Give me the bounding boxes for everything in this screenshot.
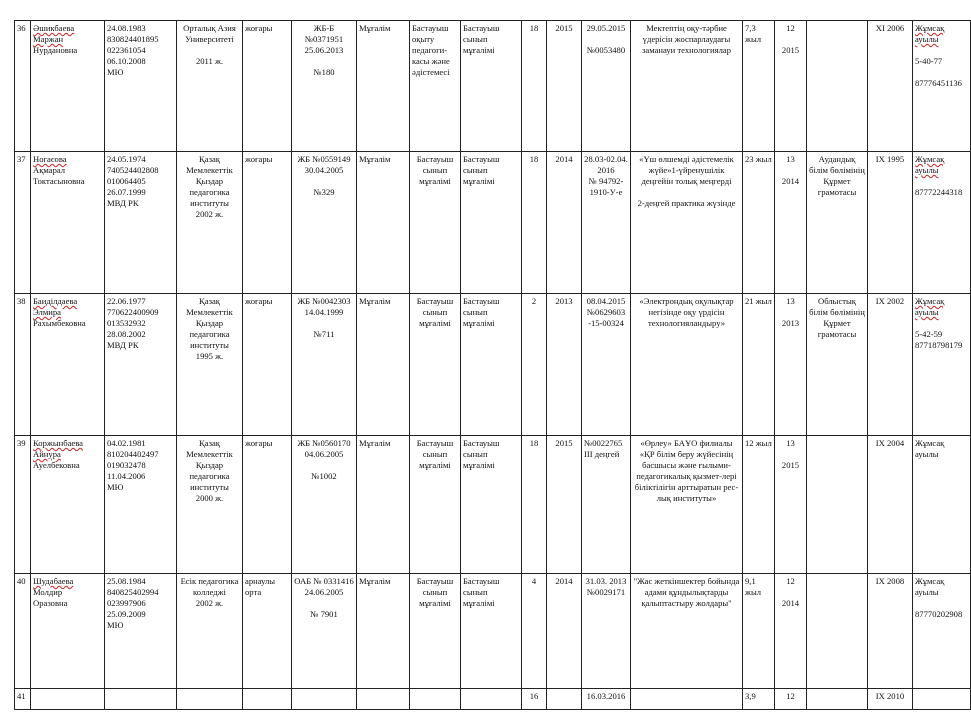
subject: Бастауыш сынып мұғалімі: [461, 152, 522, 294]
category-year: 12: [775, 689, 807, 710]
course-year: 2013: [547, 294, 582, 436]
birth-and-id: 24.05.1974 740524402808 010064405 26.07.1999 МВД РК: [105, 152, 177, 294]
hours: 16: [522, 689, 547, 710]
award: Аудандық білім бөлімінің Құрмет грамотасы: [807, 152, 868, 294]
specialty: Бастауыш сынып мұғалімі: [410, 436, 461, 574]
graduation-class: XI 2006: [868, 21, 913, 152]
hours: 18: [522, 152, 547, 294]
course-topic: «Үш өлшемді әдістемелік жүйе»1-үйренушілік деңгейін толық меңгерді 2-деңгей практика жүзінде: [631, 152, 743, 294]
award: [807, 436, 868, 574]
education: Қазақ Мемлекеттік Қыздар педагогика институты 2000 ж.: [177, 436, 243, 574]
course-date: 31.03. 2013 №0029171: [582, 574, 631, 689]
graduation-class: IX 2004: [868, 436, 913, 574]
education-level: жоғары: [243, 294, 292, 436]
graduation-class: IX 2010: [868, 689, 913, 710]
category-year: 13 2015: [775, 436, 807, 574]
address-phone: Жұмсақ ауылы 87770202908: [913, 574, 971, 689]
diploma: ЖБ-Б №0371951 25.06.2013 №180: [292, 21, 357, 152]
course-topic: "Жас жеткіншектер бойында адами құндылықтарды қалыптастыру жолдары": [631, 574, 743, 689]
course-date: 08.04.2015 №0629603 -15-00324: [582, 294, 631, 436]
table-row-partial: [15, 689, 971, 710]
education-level: жоғары: [243, 152, 292, 294]
course-date: 28.03-02.04. 2016 № 94792-1910-У-е: [582, 152, 631, 294]
subject: Бастауыш сынып мұғалімі: [461, 574, 522, 689]
subject: Бастауыш сынып мұғалімі: [461, 294, 522, 436]
graduation-class: IX 2002: [868, 294, 913, 436]
course-topic: Мектептің оқу-тәрбие үдерісін жоспарлаудағы заманауи технологиялар: [631, 21, 743, 152]
diploma: ЖБ №0559149 30.04.2005 №329: [292, 152, 357, 294]
education: Есік педагогика колледжі 2002 ж.: [177, 574, 243, 689]
education: Қазақ Мемлекеттік Қыздар педагогика институты 1995 ж.: [177, 294, 243, 436]
table-row: [15, 21, 971, 152]
address-phone: Жұмсақ ауылы 5-40-77 87776451136: [913, 21, 971, 152]
education-level: жоғары: [243, 436, 292, 574]
position: Мұғалім: [357, 21, 410, 152]
row-number: 41: [15, 689, 31, 710]
row-number: 37: [15, 152, 31, 294]
full-name: Баиділдаева Элмира Рахымбековна: [31, 294, 105, 436]
birth-and-id: 22.06.1977 770622400909 013532932 28.08.2002 МВД РК: [105, 294, 177, 436]
position: Мұғалім: [357, 152, 410, 294]
table-row: [15, 436, 971, 574]
category-year: 12 2015: [775, 21, 807, 152]
hours: 18: [522, 436, 547, 574]
graduation-class: IX 1995: [868, 152, 913, 294]
table-row: [15, 294, 971, 436]
diploma: ОАБ № 0331416 24.06.2005 № 7901: [292, 574, 357, 689]
specialty: Бастауыш оқыту педагоги-касы және әдістемесі: [410, 21, 461, 152]
row-number: 39: [15, 436, 31, 574]
education: Қазақ Мемлекеттік Қыздар педагогика институты 2002 ж.: [177, 152, 243, 294]
position: Мұғалім: [357, 574, 410, 689]
specialty: Бастауыш сынып мұғалімі: [410, 294, 461, 436]
course-date: 16.03.2016: [582, 689, 631, 710]
graduation-class: IX 2008: [868, 574, 913, 689]
teachers-table: [14, 20, 971, 710]
row-number: 38: [15, 294, 31, 436]
document-sheet: [14, 20, 963, 720]
specialty: Бастауыш сынып мұғалімі: [410, 574, 461, 689]
course-topic: «Өрлеу» БАҰО филиалы «ҚР білім беру жүйесінің басшысы және ғылыми-педагогикалық қызмет-лері біліктілігін арттыратын рес-лық институты»: [631, 436, 743, 574]
course-year: 2014: [547, 574, 582, 689]
course-year: 2015: [547, 21, 582, 152]
award: [807, 574, 868, 689]
education-level: жоғары: [243, 21, 292, 152]
hours: 4: [522, 574, 547, 689]
position: Мұғалім: [357, 436, 410, 574]
address-phone: Жұмсақ ауылы 87772244318: [913, 152, 971, 294]
experience: 21 жыл: [743, 294, 775, 436]
birth-and-id: 04.02.1981 810204402497 019032478 11.04.2006 МЮ: [105, 436, 177, 574]
table-row: [15, 152, 971, 294]
experience: 9,1 жыл: [743, 574, 775, 689]
course-year: 2014: [547, 152, 582, 294]
diploma: ЖБ №0560170 04.06.2005 №1002: [292, 436, 357, 574]
experience: 23 жыл: [743, 152, 775, 294]
award: Облыстық білім бөлімінің Құрмет грамотасы: [807, 294, 868, 436]
full-name: Әшикбаева Маржан Нурдановна: [31, 21, 105, 152]
experience: 3,9: [743, 689, 775, 710]
diploma: ЖБ №0042303 14.04.1999 №711: [292, 294, 357, 436]
hours: 2: [522, 294, 547, 436]
course-date: 29.05.2015 №0053480: [582, 21, 631, 152]
hours: 18: [522, 21, 547, 152]
address-phone: Жұмсақ ауылы 5-42-59 87718798179: [913, 294, 971, 436]
table-row: [15, 574, 971, 689]
category-year: 13 2013: [775, 294, 807, 436]
address-phone: Жұмсақ ауылы: [913, 436, 971, 574]
education-level: арнаулы орта: [243, 574, 292, 689]
full-name: Шудабаева Молдир Оразовна: [31, 574, 105, 689]
full-name: Коржынбаева Айнура Ауелбековна: [31, 436, 105, 574]
category-year: 13 2014: [775, 152, 807, 294]
experience: 7,3 жыл: [743, 21, 775, 152]
birth-and-id: 24.08.1983 830824401895 022361054 06.10.2008 МЮ: [105, 21, 177, 152]
course-date: №0022765 III деңгей: [582, 436, 631, 574]
award: [807, 21, 868, 152]
full-name: Ногаєова Ақмарал Токтасыновна: [31, 152, 105, 294]
experience: 12 жыл: [743, 436, 775, 574]
education: Орталық Азия Университеті 2011 ж.: [177, 21, 243, 152]
birth-and-id: 25.08.1984 840825402994 023997906 25.09.2009 МЮ: [105, 574, 177, 689]
specialty: Бастауыш сынып мұғалімі: [410, 152, 461, 294]
course-topic: «Электрондық оқулықтар негізінде оқу үрдісін технологияландыру»: [631, 294, 743, 436]
subject: Бастауыш сынып мұғалімі: [461, 21, 522, 152]
row-number: 40: [15, 574, 31, 689]
position: Мұғалім: [357, 294, 410, 436]
course-year: 2015: [547, 436, 582, 574]
category-year: 12 2014: [775, 574, 807, 689]
row-number: 36: [15, 21, 31, 152]
subject: Бастауыш сынып мұғалімі: [461, 436, 522, 574]
